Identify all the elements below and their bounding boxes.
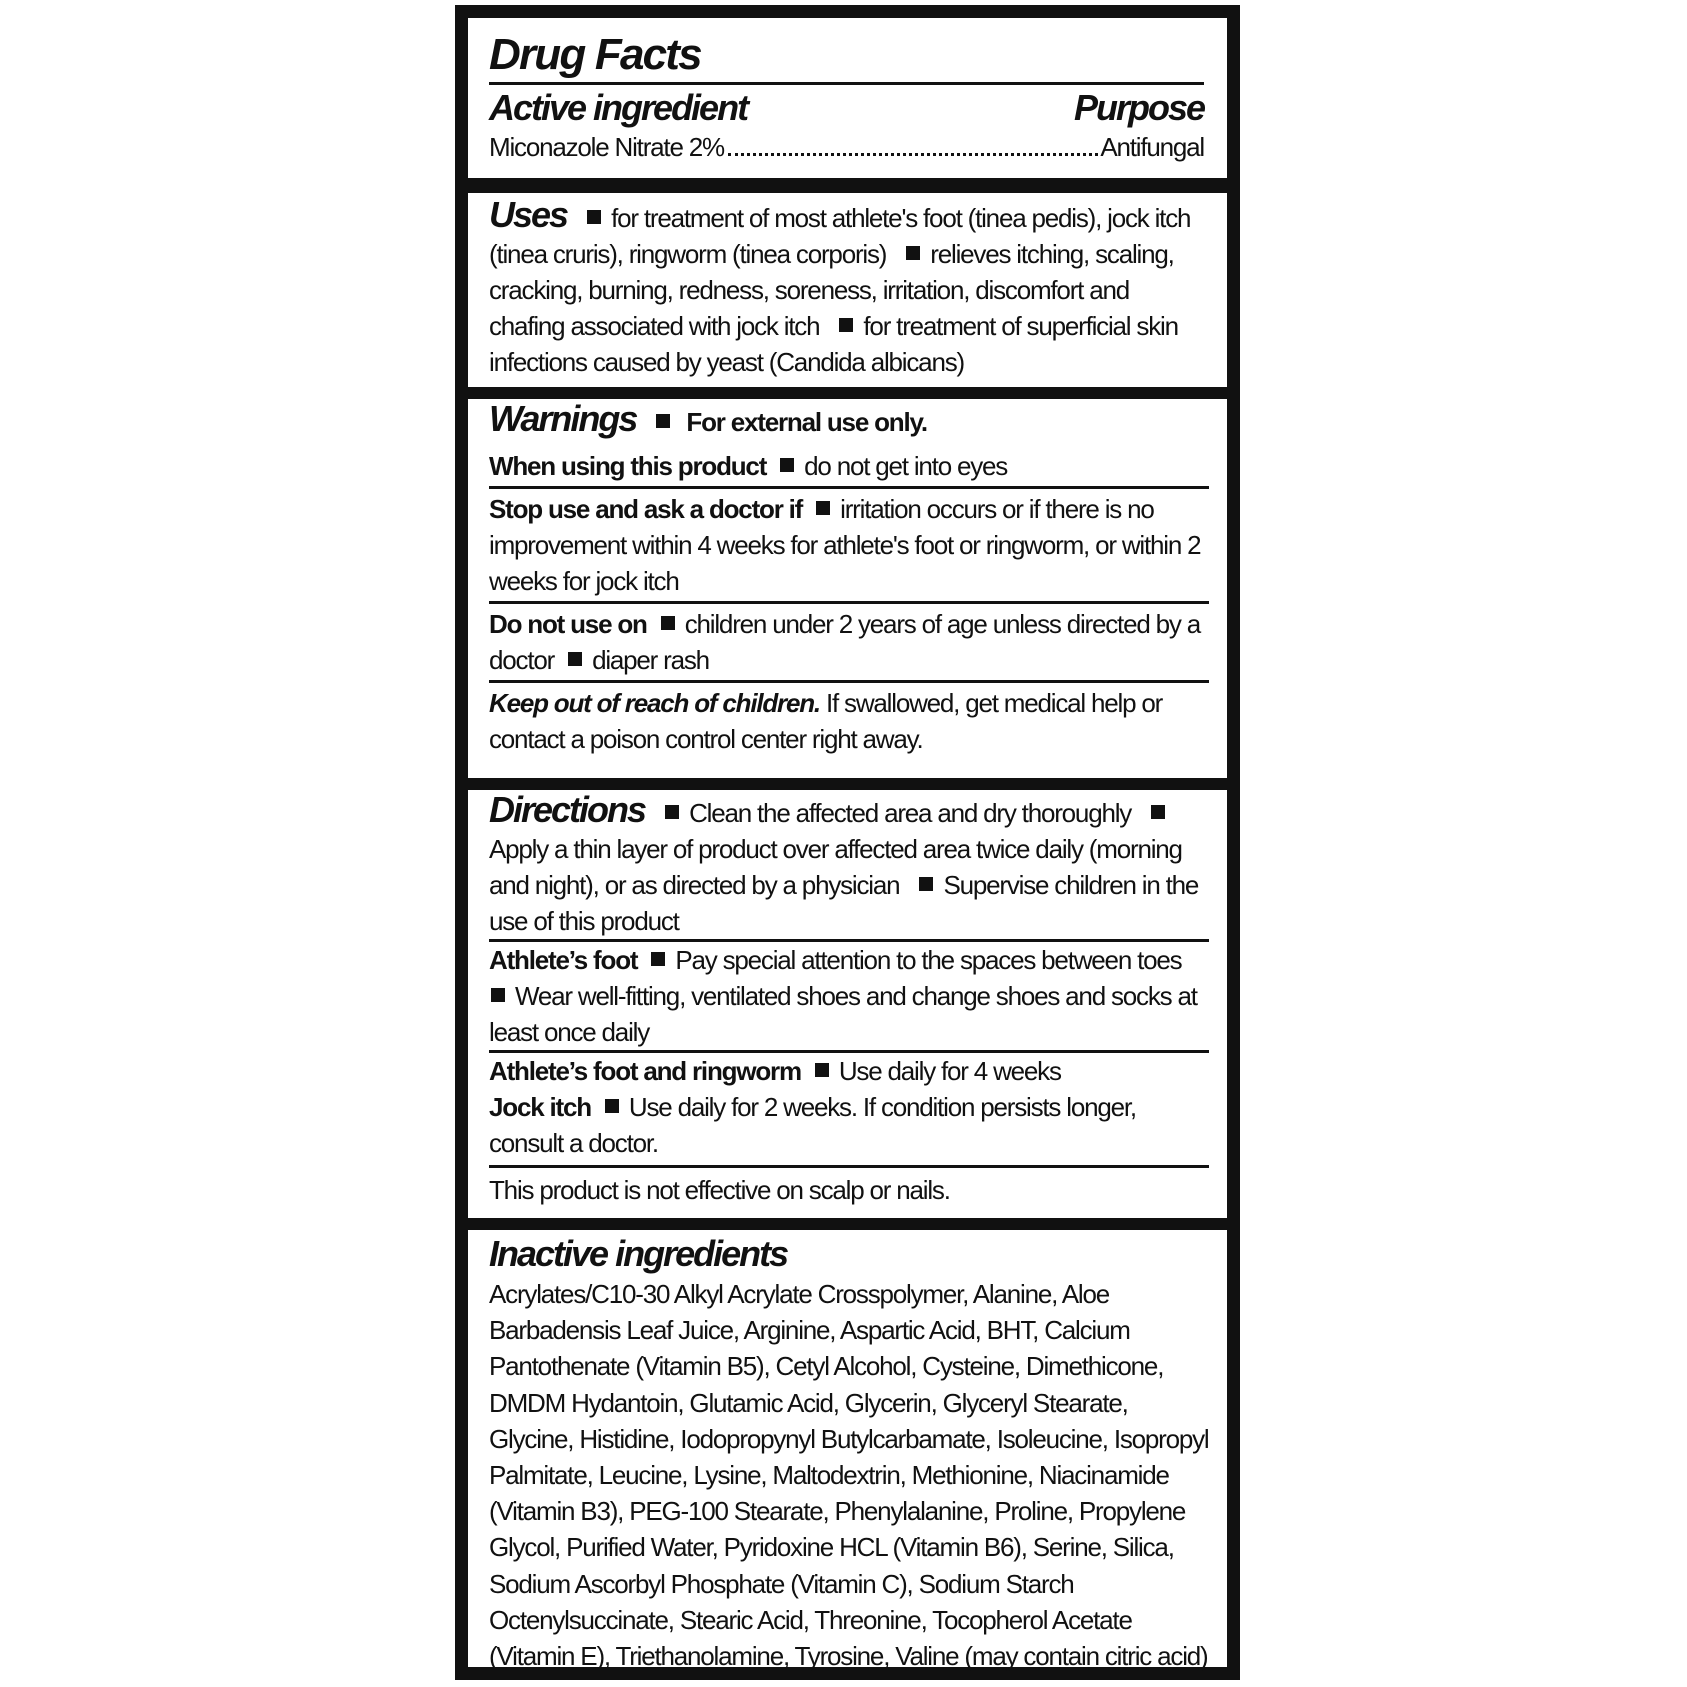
active-purpose-heading-row [489,87,1204,129]
inactive-ingredients-panel [468,1230,1227,1672]
do-not-use-section [489,604,1209,680]
leader-dots [728,153,1098,156]
bullet-icon [906,246,920,260]
jock-itch-label: Jock itch [489,1092,591,1122]
inactive-ingredients-heading: Inactive ingredients [489,1233,788,1274]
bullet-icon [665,805,679,819]
drug-facts-title-row [489,18,1204,85]
active-ingredient-heading: Active ingredient [489,87,748,128]
directions-panel [468,790,1227,1218]
bullet-icon [587,210,601,224]
bullet-icon [651,952,665,966]
directions-heading: Directions [489,789,646,830]
purpose-heading: Purpose [1073,87,1204,128]
athletes-foot-item: Pay special attention to the spaces between toes [675,945,1182,975]
bullet-icon [780,458,794,472]
bullet-icon [1151,805,1165,819]
af-ringworm-label: Athlete’s foot and ringworm [489,1056,801,1086]
bullet-icon [919,877,933,891]
bullet-icon [656,414,670,428]
directions-item: Apply a thin layer of product over affected area twice daily (morning and night), or as directed by a physician [489,834,1182,900]
uses-item: for treatment of most athlete's foot (tinea pedis), jock itch (tinea cruris), ringworm (tinea corporis) [489,203,1191,269]
af-ringworm-text: Use daily for 4 weeks [838,1056,1061,1086]
do-not-use-item: diaper rash [592,645,709,675]
stop-use-section [489,489,1209,601]
keep-out-section [489,683,1209,759]
directions-item: Supervise children in the use of this product [489,870,1199,936]
active-ingredient-row [489,129,1204,165]
drug-facts-title: Drug Facts [489,30,701,79]
bullet-icon [816,501,830,515]
stop-use-item: irritation occurs or if there is no improvement within 4 weeks for athlete's foot or ringworm, or within 2 weeks for jock itch [489,494,1201,596]
directions-general [489,790,1209,939]
bullet-icon [568,652,582,666]
uses-heading: Uses [489,194,568,235]
uses-panel [468,193,1227,387]
bullet-icon [491,988,505,1002]
uses-item: for treatment of superficial skin infections caused by yeast (Candida albicans) [489,311,1178,377]
do-not-use-item: children under 2 years of age unless directed by a doctor [489,609,1200,675]
athletes-foot-label: Athlete’s foot [489,945,638,975]
when-using-section [489,440,1209,486]
warnings-heading-row [489,399,1209,440]
warnings-panel [468,399,1227,778]
drug-facts-header-panel [468,18,1227,178]
bullet-icon [605,1099,619,1113]
uses-text [489,193,1209,380]
bullet-icon [839,318,853,332]
athletes-foot-item: Wear well-fitting, ventilated shoes and change shoes and socks at least once daily [489,981,1197,1047]
bullet-icon [661,616,675,630]
jock-itch-text: Use daily for 2 weeks. If condition persists longer, consult a doctor. [489,1092,1136,1158]
when-using-label: When using this product [489,451,767,481]
external-use-text: For external use only. [686,407,927,437]
warnings-heading: Warnings [489,398,637,439]
athletes-foot-section [489,942,1209,1050]
do-not-use-label: Do not use on [489,609,647,639]
keep-out-text: If swallowed, get medical help or contact a poison control center right away. [489,688,1163,754]
bullet-icon [815,1063,829,1077]
drug-facts-label [455,5,1240,1680]
directions-note: This product is not effective on scalp or nails. [489,1175,950,1205]
jock-itch-row [489,1089,1209,1161]
when-using-item: do not get into eyes [804,451,1008,481]
af-ringworm-row [489,1053,1209,1089]
directions-item: Clean the affected area and dry thoroughly [689,798,1132,828]
inactive-ingredients-text: Acrylates/C10-30 Alkyl Acrylate Crosspolymer, Alanine, Aloe Barbadensis Leaf Juice, Arginine, Aspartic Acid, BHT, Calcium Pantothenate (Vitamin B5), Cetyl Alcohol, Cysteine, Dimethicone, DMDM Hydantoin, Glutamic Acid, Glycerin, Glyceryl Stearate, Glycine, Histidine, Iodopropynyl Butylcarbamate, Isoleucine, Isopropyl Palmitate, Leucine, Lysine, Maltodextrin, Methionine, Niacinamide (Vitamin B3), PEG-100 Stearate, Phenylalanine, Proline, Propylene Glycol, Purified Water, Pyridoxine HCL (Vitamin B6), Serine, Silica, Sodium Ascorbyl Phosphate (Vitamin C), Sodium Starch Octenylsuccinate, Stearic Acid, Threonine, Tocopherol Acetate (Vitamin E), Triethanolamine, Tyrosine, Valine (may contain citric acid) [489,1279,1209,1672]
active-ingredient-name: Miconazole Nitrate 2% [489,132,724,162]
stop-use-label: Stop use and ask a doctor if [489,494,803,524]
keep-out-label: Keep out of reach of children. [489,688,820,718]
uses-item: relieves itching, scaling, cracking, burning, redness, soreness, irritation, discomfort and chafing associated with jock itch [489,239,1174,341]
active-ingredient-purpose: Antifungal [1100,132,1204,162]
